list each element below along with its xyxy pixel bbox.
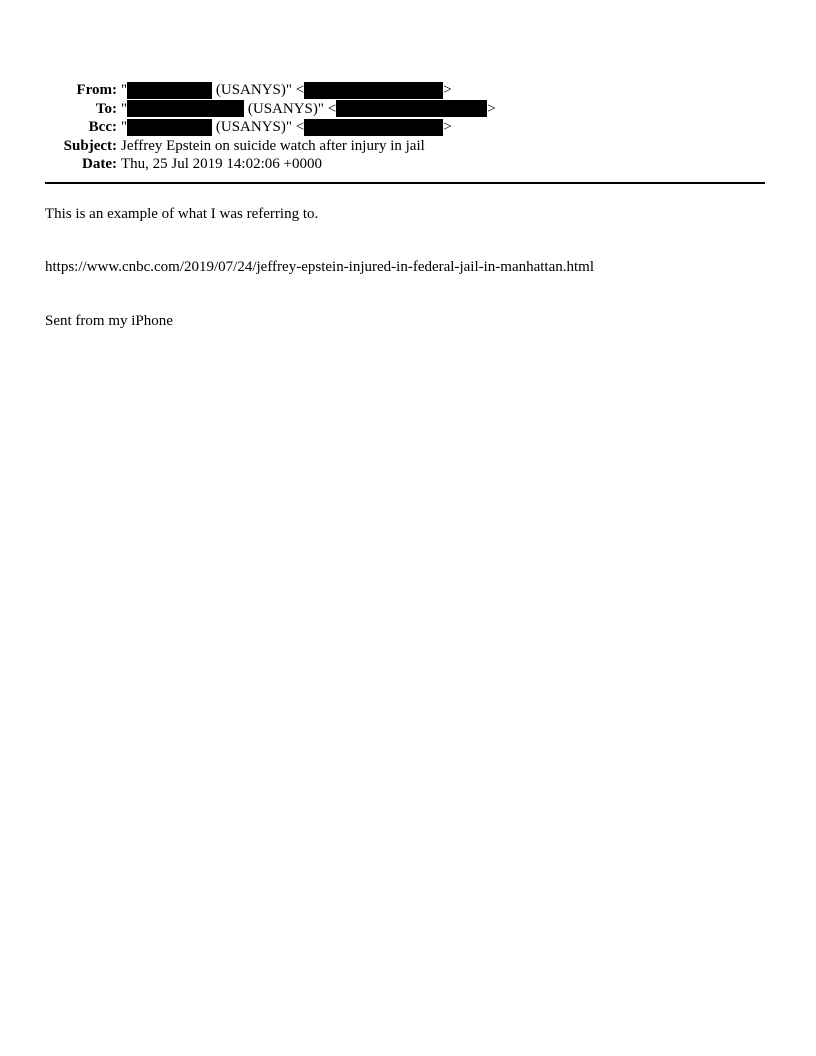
- redaction-box: [127, 119, 212, 136]
- redaction-box: [304, 119, 443, 136]
- redaction-box: [127, 100, 244, 117]
- date-value: Thu, 25 Jul 2019 14:02:06 +0000: [121, 156, 322, 173]
- body-text: This is an example of what I was referring to.: [45, 206, 319, 222]
- subject-row: [0, 137, 496, 156]
- bcc-label: Bcc:: [88, 119, 117, 136]
- date-row: [0, 155, 496, 174]
- date-label: Date:: [82, 156, 117, 173]
- to-label: To:: [95, 100, 117, 117]
- subject-value: Jeffrey Epstein on suicide watch after injury in jail: [121, 137, 425, 154]
- to-row: To: " (USANYS)" < >: [0, 100, 496, 119]
- header-divider: [45, 182, 765, 184]
- signature: Sent from my iPhone: [45, 313, 173, 329]
- bcc-row: Bcc: " (USANYS)" < >: [0, 118, 496, 137]
- email-header: [0, 81, 496, 174]
- redaction-box: [304, 82, 443, 99]
- redaction-box: [336, 100, 487, 117]
- redaction-box: [127, 82, 212, 99]
- article-link[interactable]: https://www.cnbc.com/2019/07/24/jeffrey-epstein-injured-in-federal-jail-in-manhattan.html: [45, 259, 595, 275]
- from-label: From:: [76, 82, 117, 98]
- subject-label: Subject:: [63, 137, 117, 154]
- from-row: From: " (USANYS)" < >: [0, 81, 496, 100]
